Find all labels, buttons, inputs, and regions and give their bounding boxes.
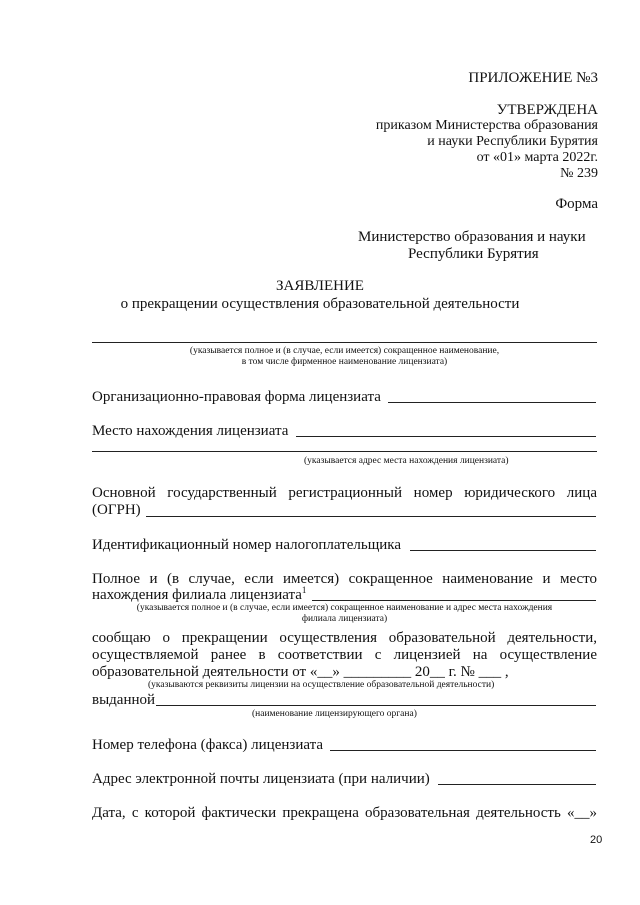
ogrn-label-1: Основной государственный регистрационный номер юридического лица — [92, 485, 597, 501]
branch-hint-2: филиала лицензиата) — [301, 614, 388, 624]
document-subtitle: о прекращении осуществления образовательной деятельности — [120, 296, 520, 312]
email-line[interactable] — [438, 784, 596, 785]
ogrn-label-2: (ОГРН) — [92, 502, 141, 518]
ministry-line-1: Министерство образования и науки — [358, 229, 586, 245]
order-line-2: и науки Республики Бурятия — [427, 134, 598, 149]
issued-label: выданной — [92, 692, 156, 708]
branch-hint-1: (указывается полное и (в случае, если имеется) сокращенное наименование и адрес места нахождения — [136, 603, 553, 613]
termination-date-label: Дата, с которой фактически прекращена образовательная деятельность «__» — [92, 805, 597, 821]
branch-label-1: Полное и (в случае, если имеется) сокращенное наименование и место — [92, 571, 597, 587]
notify-line-3: образовательной деятельности от «__» _________ 20__ г. № ___ , — [92, 664, 509, 680]
phone-line[interactable] — [330, 750, 596, 751]
location-hint: (указывается адрес места нахождения лицензиата) — [304, 456, 509, 466]
location-line-2[interactable] — [92, 451, 597, 452]
page-number: 20 — [590, 834, 603, 846]
issued-hint: (наименование лицензирующего органа) — [252, 709, 417, 719]
license-hint: (указываются реквизиты лицензии на осуществление образовательной деятельности) — [148, 680, 495, 690]
ogrn-line[interactable] — [146, 516, 596, 517]
order-line-1: приказом Министерства образования — [375, 118, 598, 133]
licensee-name-hint-2: в том числе фирменное наименование лицензиата) — [241, 357, 448, 367]
issued-line[interactable] — [156, 705, 596, 706]
licensee-name-hint-1: (указывается полное и (в случае, если имеется) сокращенное наименование, — [189, 346, 500, 356]
footnote-marker: 1 — [301, 585, 307, 595]
order-number: № 239 — [560, 166, 598, 181]
notify-line-1: сообщаю о прекращении осуществления образовательной деятельности, — [92, 630, 597, 646]
inn-label: Идентификационный номер налогоплательщика — [92, 537, 402, 553]
branch-label-2: нахождения филиала лицензиата$^1$ — [92, 585, 307, 603]
licensee-name-line[interactable] — [92, 342, 597, 343]
document-title: ЗАЯВЛЕНИЕ — [276, 278, 364, 294]
ministry-line-2: Республики Бурятия — [408, 246, 539, 262]
location-line[interactable] — [296, 436, 596, 437]
phone-label: Номер телефона (факса) лицензиата — [92, 737, 324, 753]
email-label: Адрес электронной почты лицензиата (при наличии) — [92, 771, 430, 787]
branch-line[interactable] — [312, 600, 596, 601]
order-date: от «01» марта 2022г. — [476, 150, 598, 165]
approved-label: УТВЕРЖДЕНА — [496, 102, 598, 118]
location-label: Место нахождения лицензиата — [92, 423, 289, 439]
inn-line[interactable] — [410, 550, 596, 551]
legal-form-label: Организационно-правовая форма лицензиата — [92, 389, 381, 405]
form-label: Форма — [555, 196, 598, 212]
notify-line-2: осуществляемой ранее в соответствии с лицензией на осуществление — [92, 647, 597, 663]
legal-form-line[interactable] — [388, 402, 596, 403]
appendix-label: ПРИЛОЖЕНИЕ №3 — [468, 70, 598, 86]
